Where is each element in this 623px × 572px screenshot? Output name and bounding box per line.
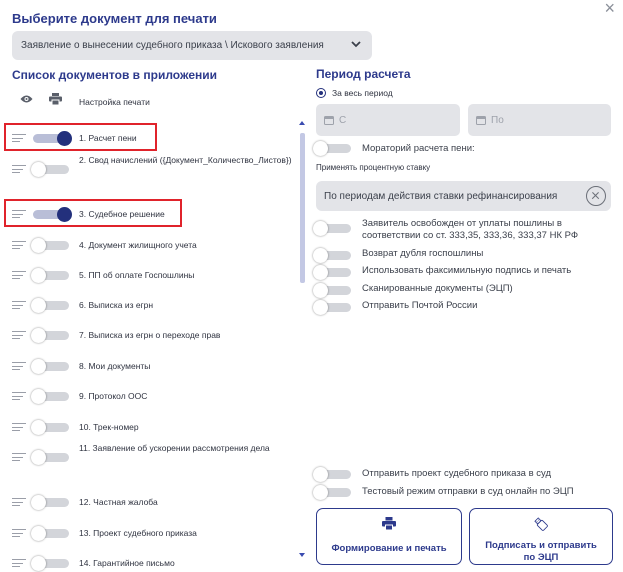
document-toggle[interactable] xyxy=(31,495,73,510)
scroll-down-arrow[interactable] xyxy=(299,553,305,557)
moratorium-toggle[interactable] xyxy=(313,141,355,156)
drag-handle-icon[interactable] xyxy=(12,165,26,175)
document-label: 5. ПП об оплате Госпошлины xyxy=(79,270,195,280)
drag-handle-icon[interactable] xyxy=(12,498,26,508)
documents-heading: Список документов в приложении xyxy=(12,68,217,82)
court-option-toggle[interactable] xyxy=(313,467,355,482)
date-from-placeholder: С xyxy=(339,114,347,126)
document-label: 14. Гарантийное письмо xyxy=(79,558,175,568)
option-toggle[interactable] xyxy=(313,300,355,315)
document-toggle[interactable] xyxy=(31,238,73,253)
document-label: 3. Судебное решение xyxy=(79,209,165,219)
rate-label: Применять процентную ставку xyxy=(316,163,431,172)
highlight-box xyxy=(4,199,182,227)
court-option-toggle[interactable] xyxy=(313,485,355,500)
document-toggle[interactable] xyxy=(31,450,73,465)
sign-send-button-label xyxy=(485,540,597,564)
print-settings-label: Настройка печати xyxy=(79,97,150,107)
option-toggle[interactable] xyxy=(313,265,355,280)
document-label: 8. Мои документы xyxy=(79,361,151,371)
moratorium-label: Мораторий расчета пени: xyxy=(362,143,475,154)
printer-icon xyxy=(382,517,396,530)
option-label: Использовать факсимильную подпись и печать xyxy=(362,265,572,276)
scroll-up-arrow[interactable] xyxy=(299,121,305,125)
sign-send-label-line2: по ЭЦП xyxy=(523,552,559,563)
scrollbar-thumb[interactable] xyxy=(300,133,305,283)
document-toggle[interactable] xyxy=(31,162,73,177)
sign-send-label-line1: Подписать и отправить xyxy=(485,540,597,551)
document-toggle[interactable] xyxy=(31,268,73,283)
document-toggle[interactable] xyxy=(31,359,73,374)
document-label: 12. Частная жалоба xyxy=(79,497,158,507)
drag-handle-icon[interactable] xyxy=(12,241,26,251)
document-label: 10. Трек-номер xyxy=(79,422,139,432)
print-button[interactable] xyxy=(316,508,462,565)
document-toggle[interactable] xyxy=(31,526,73,541)
document-label: 4. Документ жилищного учета xyxy=(79,240,197,250)
print-settings-header xyxy=(20,93,62,105)
document-type-value: Заявление о вынесении судебного приказа \ Искового заявления xyxy=(21,40,324,51)
document-label: 2. Свод начислений ({Документ_Количество_Листов}) xyxy=(79,155,292,165)
drag-handle-icon[interactable] xyxy=(12,529,26,539)
close-icon[interactable]: × xyxy=(604,0,615,18)
usb-key-icon xyxy=(532,517,550,531)
option-toggle[interactable] xyxy=(313,248,355,263)
highlight-box xyxy=(4,123,157,151)
date-to-field[interactable] xyxy=(468,104,611,136)
printer-icon[interactable] xyxy=(49,93,62,105)
whole-period-radio[interactable] xyxy=(316,88,326,98)
calendar-icon xyxy=(476,115,486,125)
rate-value: По периодам действия ставки рефинансирования xyxy=(324,190,558,202)
document-label: 9. Протокол ООС xyxy=(79,391,148,401)
drag-handle-icon[interactable] xyxy=(12,301,26,311)
option-toggle[interactable] xyxy=(313,221,355,236)
drag-handle-icon[interactable] xyxy=(12,559,26,569)
option-toggle[interactable] xyxy=(313,283,355,298)
dialog-title: Выберите документ для печати xyxy=(12,11,217,26)
chevron-down-icon xyxy=(350,38,362,50)
option-label: Сканированные документы (ЭЦП) xyxy=(362,283,513,294)
whole-period-label: За весь период xyxy=(332,88,393,98)
document-toggle[interactable] xyxy=(31,298,73,313)
clear-icon[interactable] xyxy=(586,186,606,206)
calendar-icon xyxy=(324,115,334,125)
drag-handle-icon[interactable] xyxy=(12,271,26,281)
document-label: 7. Выписка из егрн о переходе прав xyxy=(79,330,221,340)
eye-icon[interactable] xyxy=(20,94,33,104)
document-label: 11. Заявление об ускорении рассмотрения дела xyxy=(79,443,270,453)
option-label: Отправить Почтой России xyxy=(362,300,478,311)
court-option-label: Отправить проект судебного приказа в суд xyxy=(362,468,552,479)
print-button-label: Формирование и печать xyxy=(331,543,447,554)
date-from-field[interactable] xyxy=(316,104,460,136)
drag-handle-icon[interactable] xyxy=(12,392,26,402)
drag-handle-icon[interactable] xyxy=(12,331,26,341)
sign-send-button[interactable] xyxy=(469,508,613,565)
option-label: Возврат дубля госпошлины xyxy=(362,248,484,259)
document-label: 13. Проект судебного приказа xyxy=(79,528,197,538)
date-to-placeholder: По xyxy=(491,114,504,126)
document-type-select[interactable] xyxy=(12,31,372,60)
document-toggle[interactable] xyxy=(31,556,73,571)
document-toggle[interactable] xyxy=(31,420,73,435)
option-label: Заявитель освобожден от уплаты пошлины в соответствии со ст. 333,35, 333,36, 333,37 НК РФ xyxy=(362,218,579,241)
drag-handle-icon[interactable] xyxy=(12,453,26,463)
document-label: 6. Выписка из егрн xyxy=(79,300,154,310)
document-label: 1. Расчет пени xyxy=(79,133,137,143)
period-heading: Период расчета xyxy=(316,67,411,81)
drag-handle-icon[interactable] xyxy=(12,423,26,433)
court-option-label: Тестовый режим отправки в суд онлайн по ЭЦП xyxy=(362,486,574,497)
document-toggle[interactable] xyxy=(31,328,73,343)
drag-handle-icon[interactable] xyxy=(12,362,26,372)
rate-select[interactable] xyxy=(316,181,611,211)
document-toggle[interactable] xyxy=(31,389,73,404)
